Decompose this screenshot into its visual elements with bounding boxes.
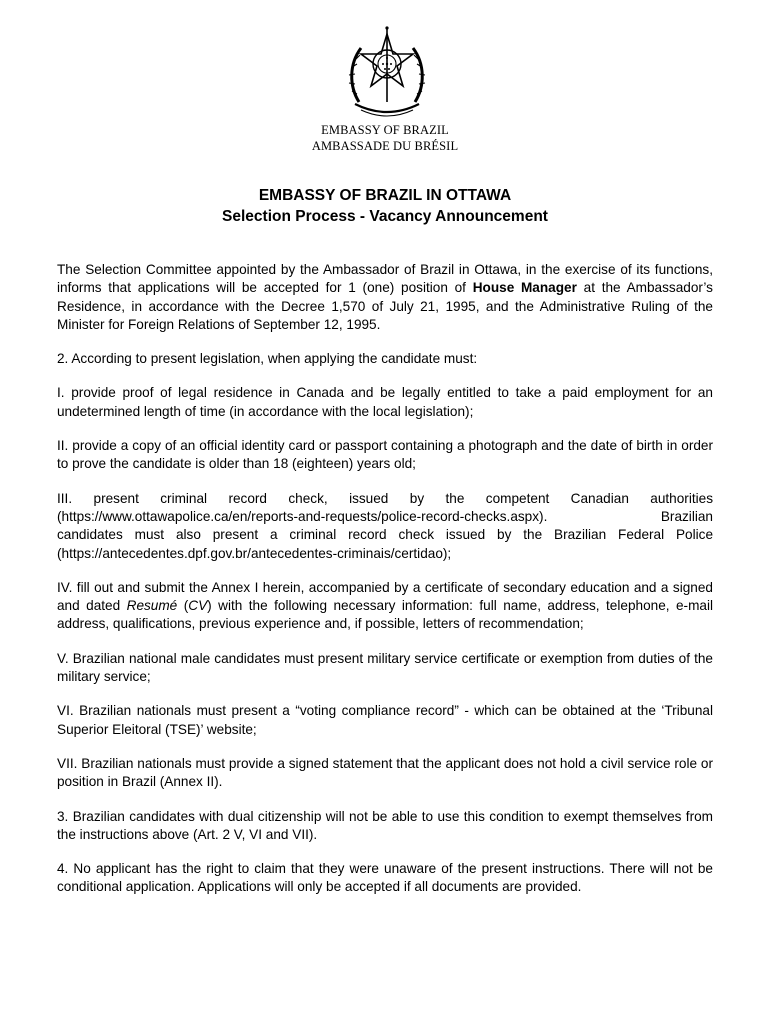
requirement-iii-line1: III. present criminal record check, issued by the competent Canadian authorities [57,490,713,506]
requirement-vii: VII. Brazilian nationals must provide a signed statement that the applicant does not hold a civil service role or position in Brazil (Annex II). [57,755,713,790]
title-embassy: EMBASSY OF BRAZIL IN OTTAWA [258,187,512,204]
paragraph-requirements-intro: 2. According to present legislation, when applying the candidate must: [57,351,478,367]
brazil-coat-of-arms-seal [345,24,429,124]
letterhead-line-english: EMBASSY OF BRAZIL [321,123,449,137]
requirement-vi: VI. Brazilian nationals must present a “voting compliance record” - which can be obtained at the ‘Tribunal Superior Eleitoral (TSE)’ website; [57,703,713,737]
requirement-iv-text-b: ( [177,598,189,614]
document-title [0,185,770,227]
document-body [57,261,713,897]
requirement-iii [57,490,713,563]
requirement-i: I. provide proof of legal residence in Canada and be legally entitled to take a paid employment for an undetermined length of time (in accordance with the local legislation); [57,385,713,419]
paragraph-intro [57,261,713,334]
requirement-iv [57,579,713,634]
position-title: House Manager [472,280,577,296]
letterhead-line-french: AMBASSADE DU BRÉSIL [311,139,459,153]
requirement-iii-rest: candidates must also present a criminal record check issued by the Brazilian Federal Police (https://antecedentes.dpf.gov.br/antecedentes-criminais/certidao); [57,527,713,561]
requirement-iv-text-c: ) with the following necessary information: full name, address, telephone, e-mail address, qualifications, previous experience and, if possible, letters of recommendation; [57,598,713,632]
embassy-letterhead [0,122,770,154]
title-subtitle: Selection Process - Vacancy Announcement [222,208,548,225]
intro-text-start: The Selection Committee appointed by the Ambassador of Brazil in Ottawa, in the exercise of its functions, informs that applications will be accepted for 1 (one) position of [57,262,713,296]
paragraph-no-claim: 4. No applicant has the right to claim that they were unaware of the present instructions. There will not be conditional application. Applications will only be accepted if all documents are provided. [57,861,713,895]
requirement-ii: II. provide a copy of an official identity card or passport containing a photograph and the date of birth in order to prove the candidate is older than 18 (eighteen) years old; [57,438,713,472]
intro-text-end: at the Ambassador’s Residence, in accordance with the Decree 1,570 of July 21, 1995, and the Administrative Ruling of the Minister for Foreign Relations of September 12, 1995. [57,280,713,332]
requirement-v: V. Brazilian national male candidates must present military service certificate or exemption from duties of the military service; [57,650,713,685]
paragraph-dual-citizenship: 3. Brazilian candidates with dual citizenship will not be able to use this condition to exempt themselves from the instructions above (Art. 2 V, VI and VII). [57,808,713,842]
cv-term: CV [188,598,208,614]
requirement-iv-text-a: IV. fill out and submit the Annex I herein, accompanied by a certificate of secondary education and a signed and dated [57,579,713,614]
resume-term: Resumé [126,598,178,614]
requirement-iii-line2: (https://www.ottawapolice.ca/en/reports-and-requests/police-record-checks.aspx). Brazilian [57,508,713,524]
